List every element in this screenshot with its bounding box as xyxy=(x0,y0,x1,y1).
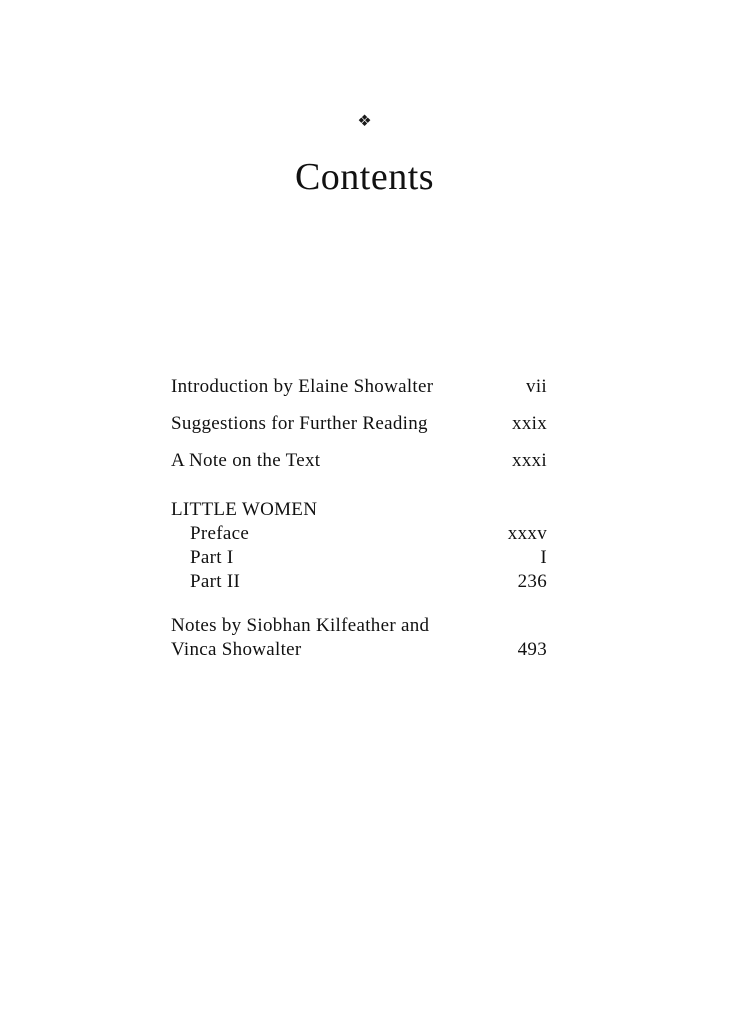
toc-entry-page: I xyxy=(540,547,547,568)
toc-entry-label: Suggestions for Further Reading xyxy=(171,413,428,434)
toc-entry-label: Introduction by Elaine Showalter xyxy=(171,376,434,397)
toc-entry-page: xxxi xyxy=(512,450,547,471)
table-of-contents xyxy=(171,375,547,662)
page-title: Contents xyxy=(294,156,435,198)
ornament-icon: ❖ xyxy=(357,113,372,130)
toc-section-heading: LITTLE WOMEN xyxy=(171,499,318,520)
toc-entry-part-one xyxy=(171,546,547,570)
toc-entry-page: 236 xyxy=(517,571,547,592)
toc-entry-label: Preface xyxy=(190,523,250,544)
toc-entry-label: A Note on the Text xyxy=(171,450,321,471)
toc-entry-part-two xyxy=(171,570,547,594)
toc-entry-page: xxix xyxy=(512,413,547,434)
toc-entry-label-line1: Notes by Siobhan Kilfeather and xyxy=(171,615,430,636)
toc-entry-page: vii xyxy=(526,376,547,397)
toc-entry-label: Part I xyxy=(190,547,234,568)
toc-entry-further-reading xyxy=(171,412,547,436)
toc-entry-notes xyxy=(171,614,547,662)
toc-entry-page: 493 xyxy=(517,639,547,660)
toc-entry-page: xxxv xyxy=(507,523,547,544)
toc-entry-label: Part II xyxy=(190,571,241,592)
toc-entry-preface xyxy=(171,522,547,546)
toc-entry-note-on-text xyxy=(171,449,547,473)
toc-entry-introduction xyxy=(171,375,547,399)
toc-entry-label-line2: Vinca Showalter xyxy=(171,639,302,660)
